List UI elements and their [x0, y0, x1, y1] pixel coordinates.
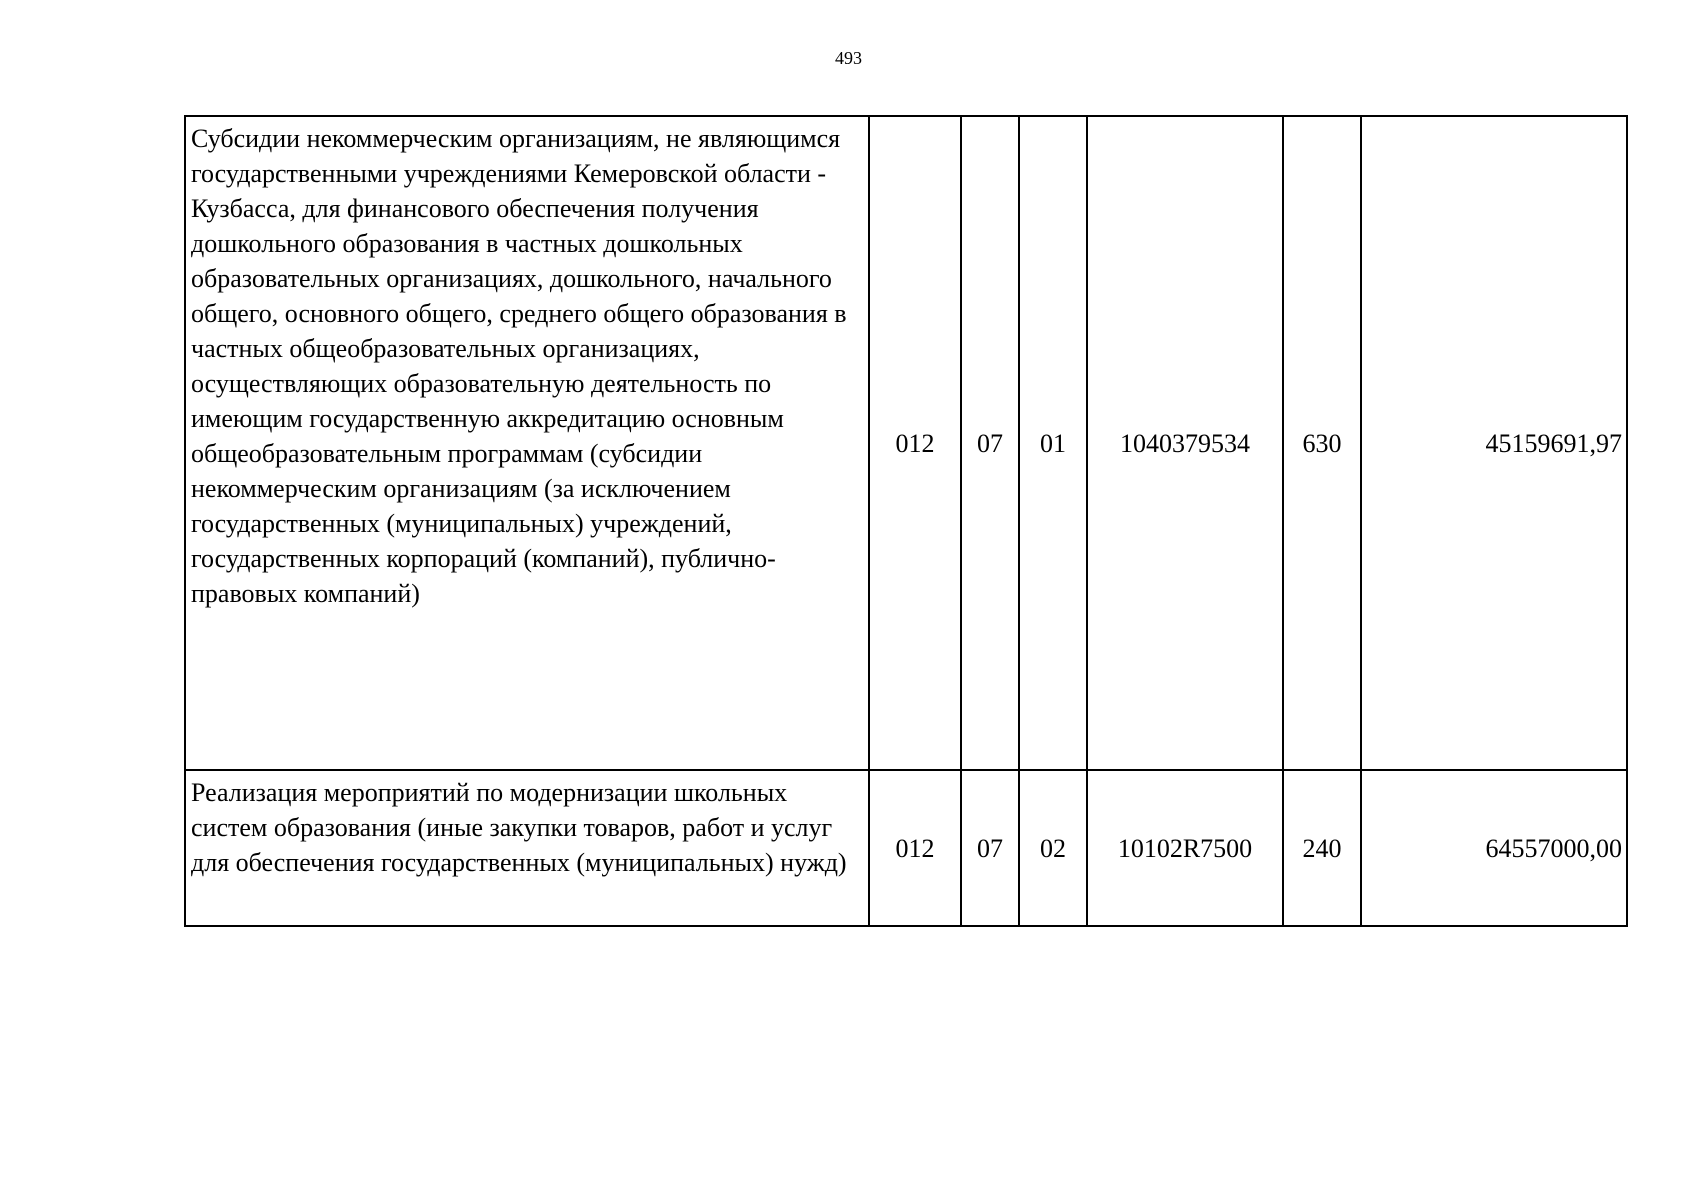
subsection-code: 01	[1019, 116, 1087, 770]
row-description: Реализация мероприятий по модернизации школьных систем образования (иные закупки товаров, работ и услуг для обеспечения государственных (муниципальных) нужд)	[191, 778, 847, 877]
ministry-code: 012	[869, 770, 961, 926]
expense-type-code: 630	[1283, 116, 1361, 770]
page-number: 493	[835, 48, 862, 68]
row-description-cell	[185, 770, 869, 926]
subsection-code: 02	[1019, 770, 1087, 926]
section-code: 07	[961, 770, 1019, 926]
section-code: 07	[961, 116, 1019, 770]
target-article-code: 1040379534	[1087, 116, 1283, 770]
row-description: Субсидии некоммерческим организациям, не являющимся государственными учреждениями Кемеровской области - Кузбасса, для финансового обеспечения получения дошкольного образования в частных дошкольных образовательных организациях, дошкольного, начального общего, основного общего, среднего общего образования в частных общеобразовательных организациях, осуществляющих образовательную деятельность по имеющим государственную аккредитацию основным общеобразовательным программам (субсидии некоммерческим организациям (за исключением государственных (муниципальных) учреждений, государственных корпораций (компаний), публично-правовых компаний)	[191, 124, 847, 608]
table-row	[185, 770, 1627, 926]
amount-value: 64557000,00	[1361, 770, 1627, 926]
target-article-code: 10102R7500	[1087, 770, 1283, 926]
expense-type-code: 240	[1283, 770, 1361, 926]
row-description-cell	[185, 116, 869, 770]
table-row	[185, 116, 1627, 770]
ministry-code: 012	[869, 116, 961, 770]
amount-value: 45159691,97	[1361, 116, 1627, 770]
budget-table	[184, 115, 1628, 927]
